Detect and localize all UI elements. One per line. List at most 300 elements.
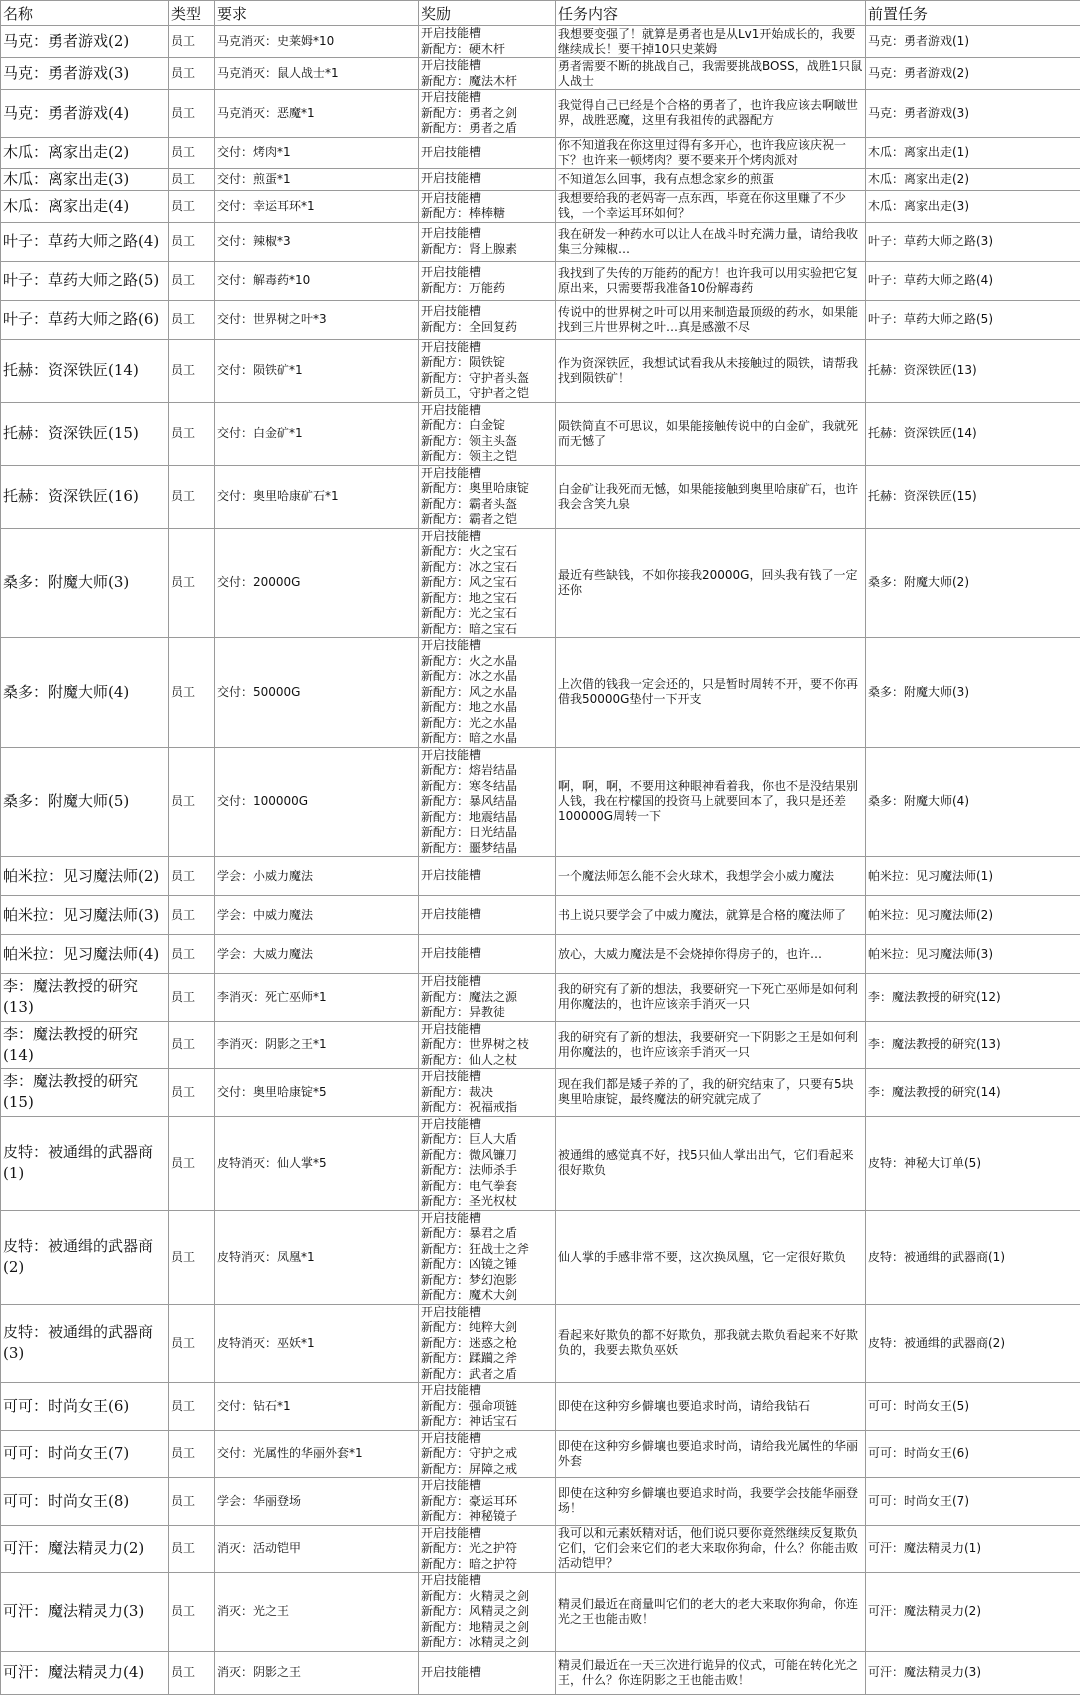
quest-requirement: 李消灭：阴影之王*1 — [215, 1021, 419, 1069]
reward-item: 新配方：光之宝石 — [421, 606, 518, 620]
quest-requirement: 学会：小威力魔法 — [215, 857, 419, 896]
reward-item: 新配方：迷惑之枪 — [421, 1335, 518, 1350]
reward-item: 开启技能槽 — [421, 144, 482, 159]
quest-requirement: 消灭：活动铠甲 — [215, 1525, 419, 1573]
quest-requirement: 交付：世界树之叶*3 — [215, 300, 419, 339]
reward-item: 开启技能槽 — [421, 226, 482, 240]
quest-type: 员工 — [169, 1021, 215, 1069]
quest-type: 员工 — [169, 747, 215, 857]
quest-name: 托赫：资深铁匠(15) — [1, 402, 169, 465]
quest-reward — [419, 300, 556, 339]
table-row — [1, 896, 1080, 935]
quest-type: 员工 — [169, 190, 215, 222]
table-row — [1, 465, 1080, 528]
header-name: 名称 — [1, 1, 169, 26]
quest-requirement: 学会：中威力魔法 — [215, 896, 419, 935]
reward-item: 新配方：火之宝石 — [421, 544, 518, 558]
table-row — [1, 1525, 1080, 1573]
reward-item: 开启技能槽 — [421, 974, 482, 988]
header-row — [1, 1, 1080, 26]
quest-type: 员工 — [169, 222, 215, 261]
quest-requirement: 马克消灭：鼠人战士*1 — [215, 58, 419, 90]
quest-requirement: 交付：烤肉*1 — [215, 137, 419, 168]
quest-reward — [419, 974, 556, 1022]
reward-item: 开启技能槽 — [421, 26, 482, 40]
quest-prerequisite: 托赫：资深铁匠(14) — [866, 402, 1080, 465]
quest-requirement: 交付：100000G — [215, 747, 419, 857]
quest-description: 作为资深铁匠，我想试试看我从未接触过的陨铁，请帮我找到陨铁矿！ — [556, 339, 866, 402]
reward-item: 开启技能槽 — [421, 1430, 482, 1445]
quest-type: 员工 — [169, 857, 215, 896]
reward-item: 新配方：光之水晶 — [421, 715, 518, 730]
quest-description: 我想要给我的老妈寄一点东西，毕竟在你这里赚了不少钱，一个幸运耳环如何？ — [556, 190, 866, 222]
quest-type: 员工 — [169, 58, 215, 90]
quest-reward — [419, 1304, 556, 1383]
reward-item: 新配方：暴君之盾 — [421, 1226, 518, 1240]
reward-item: 新配方：仙人之杖 — [421, 1052, 518, 1067]
quest-prerequisite: 帕米拉：见习魔法师(1) — [866, 857, 1080, 896]
quest-requirement: 消灭：阴影之王 — [215, 1651, 419, 1694]
table-header — [1, 1, 1080, 26]
quest-requirement: 交付：20000G — [215, 528, 419, 638]
quest-reward — [419, 90, 556, 138]
reward-item: 开启技能槽 — [421, 339, 482, 354]
reward-item: 开启技能槽 — [421, 1021, 482, 1036]
quest-reward — [419, 896, 556, 935]
quest-prerequisite: 李：魔法教授的研究(14) — [866, 1069, 1080, 1117]
reward-item: 新配方：凶镜之锤 — [421, 1257, 518, 1271]
table-row — [1, 402, 1080, 465]
reward-item: 新配方：风精灵之剑 — [421, 1604, 530, 1618]
reward-item: 开启技能槽 — [421, 1383, 482, 1397]
quest-requirement: 消灭：光之王 — [215, 1573, 419, 1652]
quest-description: 即使在这种穷乡僻壤也要追求时尚，我要学会技能华丽登场！ — [556, 1478, 866, 1526]
reward-item: 新配方：噩梦结晶 — [421, 840, 518, 855]
reward-item: 新配方：地之宝石 — [421, 590, 518, 605]
header-reward: 奖励 — [419, 1, 556, 26]
quest-name: 木瓜：离家出走(4) — [1, 190, 169, 222]
quest-requirement: 交付：煎蛋*1 — [215, 168, 419, 190]
quest-type: 员工 — [169, 1210, 215, 1304]
quest-prerequisite: 皮特：被通缉的武器商(2) — [866, 1304, 1080, 1383]
reward-item: 开启技能槽 — [421, 868, 482, 883]
table-row — [1, 1304, 1080, 1383]
quest-prerequisite: 托赫：资深铁匠(13) — [866, 339, 1080, 402]
quest-type: 员工 — [169, 896, 215, 935]
quest-name: 帕米拉：见习魔法师(3) — [1, 896, 169, 935]
quest-reward — [419, 1210, 556, 1304]
quest-description: 书上说只要学会了中威力魔法，就算是合格的魔法师了 — [556, 896, 866, 935]
reward-item: 新配方：陨铁锭 — [421, 355, 506, 369]
table-body — [1, 26, 1080, 1695]
reward-item: 开启技能槽 — [421, 1210, 482, 1225]
reward-item: 开启技能槽 — [421, 907, 482, 922]
quest-type: 员工 — [169, 261, 215, 300]
reward-item: 新配方：暗之护符 — [421, 1556, 518, 1571]
quest-name: 李：魔法教授的研究(14) — [1, 1021, 169, 1069]
reward-item: 开启技能槽 — [421, 265, 482, 279]
reward-item: 开启技能槽 — [421, 1664, 482, 1679]
quest-type: 员工 — [169, 1478, 215, 1526]
reward-item: 开启技能槽 — [421, 1573, 482, 1587]
reward-item: 新配方：冰之水晶 — [421, 669, 518, 683]
quest-reward — [419, 137, 556, 168]
quest-prerequisite: 马克：勇者游戏(3) — [866, 90, 1080, 138]
reward-item: 开启技能槽 — [421, 90, 482, 104]
quest-prerequisite: 可汗：魔法精灵力(2) — [866, 1573, 1080, 1652]
quest-name: 桑多：附魔大师(5) — [1, 747, 169, 857]
quest-requirement: 皮特消灭：凤凰*1 — [215, 1210, 419, 1304]
table-row — [1, 1651, 1080, 1694]
reward-item: 新配方：冰精灵之剑 — [421, 1635, 530, 1649]
reward-item: 新配方：冰之宝石 — [421, 559, 518, 574]
quest-type: 员工 — [169, 1116, 215, 1210]
quest-prerequisite: 帕米拉：见习魔法师(3) — [866, 935, 1080, 974]
quest-name: 桑多：附魔大师(4) — [1, 638, 169, 748]
quest-prerequisite: 皮特：被通缉的武器商(1) — [866, 1210, 1080, 1304]
reward-item: 新配方：全回复药 — [421, 319, 518, 334]
quest-name: 可汗：魔法精灵力(2) — [1, 1525, 169, 1573]
quest-reward — [419, 402, 556, 465]
reward-item: 开启技能槽 — [421, 1525, 482, 1540]
quest-type: 员工 — [169, 1383, 215, 1431]
quest-prerequisite: 托赫：资深铁匠(15) — [866, 465, 1080, 528]
quest-description: 看起来好欺负的都不好欺负，那我就去欺负看起来不好欺负的，我要去欺负巫妖 — [556, 1304, 866, 1383]
reward-item: 开启技能槽 — [421, 1116, 482, 1131]
quest-requirement: 马克消灭：史莱姆*10 — [215, 26, 419, 58]
reward-item: 新配方：屏障之戒 — [421, 1461, 518, 1476]
quest-prerequisite: 可汗：魔法精灵力(3) — [866, 1651, 1080, 1694]
quest-type: 员工 — [169, 1525, 215, 1573]
quest-description: 我的研究有了新的想法，我要研究一下阴影之王是如何利用你魔法的，也许应该亲手消灭一只 — [556, 1021, 866, 1069]
quest-requirement: 交付：光属性的华丽外套*1 — [215, 1430, 419, 1478]
table-row — [1, 747, 1080, 857]
reward-item: 新配方：暴风结晶 — [421, 794, 518, 808]
quest-prerequisite: 皮特：神秘大订单(5) — [866, 1116, 1080, 1210]
quest-type: 员工 — [169, 168, 215, 190]
quest-description: 传说中的世界树之叶可以用来制造最顶级的药水，如果能找到三片世界树之叶…真是感激不尽 — [556, 300, 866, 339]
reward-item: 新配方：祝福戒指 — [421, 1100, 518, 1114]
quest-prerequisite: 叶子：草药大师之路(4) — [866, 261, 1080, 300]
quest-prerequisite: 李：魔法教授的研究(13) — [866, 1021, 1080, 1069]
quest-name: 马克：勇者游戏(4) — [1, 90, 169, 138]
quest-reward — [419, 1651, 556, 1694]
table-row — [1, 261, 1080, 300]
quest-description: 不知道怎么回事，我有点想念家乡的煎蛋 — [556, 168, 866, 190]
reward-item: 开启技能槽 — [421, 638, 482, 652]
reward-item: 新配方：微风镰刀 — [421, 1147, 518, 1162]
quest-description: 你不知道我在你这里过得有多开心，也许我应该庆祝一下？也许来一顿烤肉？要不要来开个烤肉派对 — [556, 137, 866, 168]
reward-item: 开启技能槽 — [421, 304, 482, 318]
table-row — [1, 1383, 1080, 1431]
reward-item: 新配方：魔法之源 — [421, 989, 518, 1004]
quest-type: 员工 — [169, 1304, 215, 1383]
table-row — [1, 1573, 1080, 1652]
quest-name: 皮特：被通缉的武器商(3) — [1, 1304, 169, 1383]
quest-name: 李：魔法教授的研究(13) — [1, 974, 169, 1022]
reward-item: 新配方：地精灵之剑 — [421, 1619, 530, 1634]
quest-prerequisite: 桑多：附魔大师(2) — [866, 528, 1080, 638]
quest-prerequisite: 马克：勇者游戏(1) — [866, 26, 1080, 58]
quest-description: 即使在这种穷乡僻壤也要追求时尚，请给我光属性的华丽外套 — [556, 1430, 866, 1478]
table-row — [1, 58, 1080, 90]
reward-item: 新配方：强命项链 — [421, 1398, 518, 1413]
table-row — [1, 339, 1080, 402]
table-row — [1, 1210, 1080, 1304]
reward-item: 新配方：领主头盔 — [421, 433, 518, 448]
quest-prerequisite: 叶子：草药大师之路(3) — [866, 222, 1080, 261]
quest-reward — [419, 747, 556, 857]
reward-item: 开启技能槽 — [421, 1069, 482, 1083]
quest-requirement: 交付：50000G — [215, 638, 419, 748]
header-requirement: 要求 — [215, 1, 419, 26]
quest-reward — [419, 1573, 556, 1652]
quest-reward — [419, 935, 556, 974]
quest-reward — [419, 638, 556, 748]
quest-name: 帕米拉：见习魔法师(4) — [1, 935, 169, 974]
quest-reward — [419, 1069, 556, 1117]
quest-requirement: 交付：解毒药*10 — [215, 261, 419, 300]
reward-item: 新配方：白金锭 — [421, 418, 506, 432]
table-row — [1, 1430, 1080, 1478]
reward-item: 新配方：法师杀手 — [421, 1163, 518, 1177]
reward-item: 新配方：棒棒糖 — [421, 206, 506, 220]
reward-item: 新配方：勇者之盾 — [421, 121, 518, 135]
quest-name: 帕米拉：见习魔法师(2) — [1, 857, 169, 896]
quest-prerequisite: 叶子：草药大师之路(5) — [866, 300, 1080, 339]
table-row — [1, 137, 1080, 168]
quest-type: 员工 — [169, 300, 215, 339]
quest-description: 我可以和元素妖精对话，他们说只要你竟然继续反复欺负它们，它们会来它们的老大来取你狗命，什么？你能击败活动铠甲？ — [556, 1525, 866, 1573]
quest-requirement: 交付：陨铁矿*1 — [215, 339, 419, 402]
quest-type: 员工 — [169, 528, 215, 638]
quest-name: 叶子：草药大师之路(6) — [1, 300, 169, 339]
quest-type: 员工 — [169, 465, 215, 528]
reward-item: 新配方：裁决 — [421, 1084, 494, 1099]
reward-item: 开启技能槽 — [421, 171, 482, 186]
table-row — [1, 974, 1080, 1022]
reward-item: 新配方：武者之盾 — [421, 1366, 518, 1381]
reward-item: 新配方：圣光权杖 — [421, 1194, 518, 1208]
reward-item: 新配方：暗之宝石 — [421, 621, 518, 636]
quest-type: 员工 — [169, 1069, 215, 1117]
quest-prerequisite: 木瓜：离家出走(1) — [866, 137, 1080, 168]
quest-type: 员工 — [169, 1651, 215, 1694]
quest-reward — [419, 1383, 556, 1431]
table-row — [1, 857, 1080, 896]
quest-prerequisite: 可可：时尚女王(6) — [866, 1430, 1080, 1478]
quest-description: 即使在这种穷乡僻壤也要追求时尚，请给我钻石 — [556, 1383, 866, 1431]
quest-prerequisite: 可汗：魔法精灵力(1) — [866, 1525, 1080, 1573]
quest-reward — [419, 465, 556, 528]
reward-item: 开启技能槽 — [421, 747, 482, 762]
quest-prerequisite: 可可：时尚女王(5) — [866, 1383, 1080, 1431]
quest-reward — [419, 857, 556, 896]
quest-reward — [419, 1525, 556, 1573]
table-row — [1, 168, 1080, 190]
table-row — [1, 1069, 1080, 1117]
reward-item: 新配方：霸者之铠 — [421, 512, 518, 526]
reward-item: 新配方：奥里哈康锭 — [421, 481, 530, 495]
quest-name: 可可：时尚女王(7) — [1, 1430, 169, 1478]
reward-item: 开启技能槽 — [421, 1304, 482, 1319]
quest-reward — [419, 339, 556, 402]
reward-item: 新员工，守护者之铠 — [421, 386, 530, 400]
quest-type: 员工 — [169, 26, 215, 58]
reward-item: 新配方：霸者头盔 — [421, 496, 518, 511]
reward-item: 新配方：领主之铠 — [421, 449, 518, 463]
quest-reward — [419, 1021, 556, 1069]
table-row — [1, 90, 1080, 138]
header-type: 类型 — [169, 1, 215, 26]
quest-prerequisite: 马克：勇者游戏(2) — [866, 58, 1080, 90]
table-row — [1, 1021, 1080, 1069]
quest-requirement: 皮特消灭：巫妖*1 — [215, 1304, 419, 1383]
quest-reward — [419, 1478, 556, 1526]
reward-item: 新配方：风之宝石 — [421, 575, 518, 589]
quest-name: 李：魔法教授的研究(15) — [1, 1069, 169, 1117]
table-row — [1, 190, 1080, 222]
quest-prerequisite: 木瓜：离家出走(2) — [866, 168, 1080, 190]
quest-name: 马克：勇者游戏(3) — [1, 58, 169, 90]
quest-prerequisite: 李：魔法教授的研究(12) — [866, 974, 1080, 1022]
quest-description: 上次借的钱我一定会还的，只是暂时周转不开，要不你再借我50000G垫付一下开支 — [556, 638, 866, 748]
quest-name: 托赫：资深铁匠(14) — [1, 339, 169, 402]
quest-name: 皮特：被通缉的武器商(2) — [1, 1210, 169, 1304]
quest-description: 被通缉的感觉真不好，找5只仙人掌出出气，它们看起来很好欺负 — [556, 1116, 866, 1210]
quest-description: 仙人掌的手感非常不要，这次换凤凰，它一定很好欺负 — [556, 1210, 866, 1304]
reward-item: 开启技能槽 — [421, 58, 482, 72]
quest-type: 员工 — [169, 1573, 215, 1652]
quest-prerequisite: 帕米拉：见习魔法师(2) — [866, 896, 1080, 935]
reward-item: 新配方：风之水晶 — [421, 684, 518, 699]
quest-requirement: 马克消灭：恶魔*1 — [215, 90, 419, 138]
quest-reward — [419, 168, 556, 190]
quest-reward — [419, 222, 556, 261]
reward-item: 新配方：暗之水晶 — [421, 731, 518, 745]
quest-name: 木瓜：离家出走(2) — [1, 137, 169, 168]
quest-description: 我觉得自己已经是个合格的勇者了，也许我应该去啊啵世界，战胜恶魔，这里有我祖传的武器配方 — [556, 90, 866, 138]
quest-prerequisite: 木瓜：离家出走(3) — [866, 190, 1080, 222]
reward-item: 新配方：异教徒 — [421, 1005, 506, 1019]
reward-item: 新配方：豪运耳环 — [421, 1493, 518, 1508]
quest-description: 我找到了失传的万能药的配方！也许我可以用实验把它复原出来，只需要帮我准备10份解毒药 — [556, 261, 866, 300]
quest-reward — [419, 528, 556, 638]
quest-description: 精灵们最近在一天三次进行诡异的仪式，可能在转化光之王，什么？你连阴影之王也能击败！ — [556, 1651, 866, 1694]
quest-type: 员工 — [169, 935, 215, 974]
reward-item: 新配方：地之水晶 — [421, 700, 518, 714]
quest-name: 可汗：魔法精灵力(4) — [1, 1651, 169, 1694]
quest-requirement: 交付：奥里哈康锭*5 — [215, 1069, 419, 1117]
quest-description: 放心，大威力魔法是不会烧掉你得房子的，也许… — [556, 935, 866, 974]
table-row — [1, 26, 1080, 58]
quest-description: 啊，啊，啊，不要用这种眼神看着我，你也不是没结果别人钱，我在柠檬国的投资马上就要回本了，我只是还差100000G周转一下 — [556, 747, 866, 857]
quest-name: 托赫：资深铁匠(16) — [1, 465, 169, 528]
reward-item: 新配方：熔岩结晶 — [421, 763, 518, 777]
reward-item: 新配方：梦幻泡影 — [421, 1272, 518, 1287]
quest-reward — [419, 58, 556, 90]
quest-reward — [419, 190, 556, 222]
quest-description: 现在我们都是矮子养的了，我的研究结束了，只要有5块奥里哈康锭，最终魔法的研究就完成了 — [556, 1069, 866, 1117]
reward-item: 新配方：守护者头盔 — [421, 370, 530, 385]
quest-name: 可可：时尚女王(8) — [1, 1478, 169, 1526]
reward-item: 新配方：魔术大剑 — [421, 1288, 518, 1302]
quest-description: 陨铁简直不可思议，如果能接触传说中的白金矿，我就死而无憾了 — [556, 402, 866, 465]
quest-requirement: 学会：华丽登场 — [215, 1478, 419, 1526]
quest-requirement: 交付：白金矿*1 — [215, 402, 419, 465]
quest-requirement: 李消灭：死亡巫师*1 — [215, 974, 419, 1022]
header-prerequisite: 前置任务 — [866, 1, 1080, 26]
quest-type: 员工 — [169, 974, 215, 1022]
quest-prerequisite: 桑多：附魔大师(4) — [866, 747, 1080, 857]
quest-name: 马克：勇者游戏(2) — [1, 26, 169, 58]
quest-requirement: 交付：奥里哈康矿石*1 — [215, 465, 419, 528]
quest-description: 精灵们最近在商量叫它们的老大的老大来取你狗命，你连光之王也能击败！ — [556, 1573, 866, 1652]
quest-description: 最近有些缺钱，不如你接我20000G，回头我有钱了一定还你 — [556, 528, 866, 638]
quest-requirement: 学会：大威力魔法 — [215, 935, 419, 974]
quest-reward — [419, 26, 556, 58]
table-row — [1, 1116, 1080, 1210]
reward-item: 开启技能槽 — [421, 190, 482, 205]
reward-item: 新配方：神话宝石 — [421, 1414, 518, 1428]
quest-reward — [419, 1430, 556, 1478]
reward-item: 新配方：狂战士之斧 — [421, 1241, 530, 1256]
quest-description: 勇者需要不断的挑战自己，我需要挑战BOSS，战胜1只鼠人战士 — [556, 58, 866, 90]
reward-item: 新配方：守护之戒 — [421, 1446, 518, 1460]
table-row — [1, 1478, 1080, 1526]
reward-item: 新配方：神秘镜子 — [421, 1509, 518, 1523]
quest-type: 员工 — [169, 137, 215, 168]
table-row — [1, 638, 1080, 748]
reward-item: 开启技能槽 — [421, 946, 482, 961]
quest-description: 我在研发一种药水可以让人在战斗时充满力量，请给我收集三分辣椒… — [556, 222, 866, 261]
quest-name: 可汗：魔法精灵力(3) — [1, 1573, 169, 1652]
quest-requirement: 交付：辣椒*3 — [215, 222, 419, 261]
quest-type: 员工 — [169, 402, 215, 465]
quest-type: 员工 — [169, 1430, 215, 1478]
quest-type: 员工 — [169, 339, 215, 402]
quest-requirement: 皮特消灭：仙人掌*5 — [215, 1116, 419, 1210]
reward-item: 新配方：万能药 — [421, 280, 506, 295]
reward-item: 新配方：火精灵之剑 — [421, 1588, 530, 1603]
quest-name: 木瓜：离家出走(3) — [1, 168, 169, 190]
reward-item: 新配方：光之护符 — [421, 1541, 518, 1555]
reward-item: 新配方：纯粹大剑 — [421, 1320, 518, 1334]
reward-item: 开启技能槽 — [421, 528, 482, 543]
reward-item: 新配方：日光结晶 — [421, 825, 518, 839]
reward-item: 新配方：火之水晶 — [421, 653, 518, 668]
reward-item: 新配方：蹂躏之斧 — [421, 1351, 518, 1365]
reward-item: 开启技能槽 — [421, 1478, 482, 1492]
quest-type: 员工 — [169, 638, 215, 748]
reward-item: 开启技能槽 — [421, 465, 482, 480]
quest-description: 我想要变强了！就算是勇者也是从Lv1开始成长的，我要继续成长！要干掉10只史莱姆 — [556, 26, 866, 58]
quest-reward — [419, 261, 556, 300]
reward-item: 新配方：地震结晶 — [421, 809, 518, 824]
quest-prerequisite: 可可：时尚女王(7) — [866, 1478, 1080, 1526]
reward-item: 新配方：寒冬结晶 — [421, 778, 518, 793]
quest-name: 桑多：附魔大师(3) — [1, 528, 169, 638]
quest-type: 员工 — [169, 90, 215, 138]
quest-name: 可可：时尚女王(6) — [1, 1383, 169, 1431]
header-description: 任务内容 — [556, 1, 866, 26]
reward-item: 新配方：巨人大盾 — [421, 1132, 518, 1146]
quest-name: 叶子：草药大师之路(5) — [1, 261, 169, 300]
reward-item: 新配方：肾上腺素 — [421, 241, 518, 256]
reward-item: 开启技能槽 — [421, 402, 482, 417]
quest-description: 白金矿让我死而无憾，如果能接触到奥里哈康矿石，也许我会含笑九泉 — [556, 465, 866, 528]
quest-description: 一个魔法师怎么能不会火球术，我想学会小威力魔法 — [556, 857, 866, 896]
